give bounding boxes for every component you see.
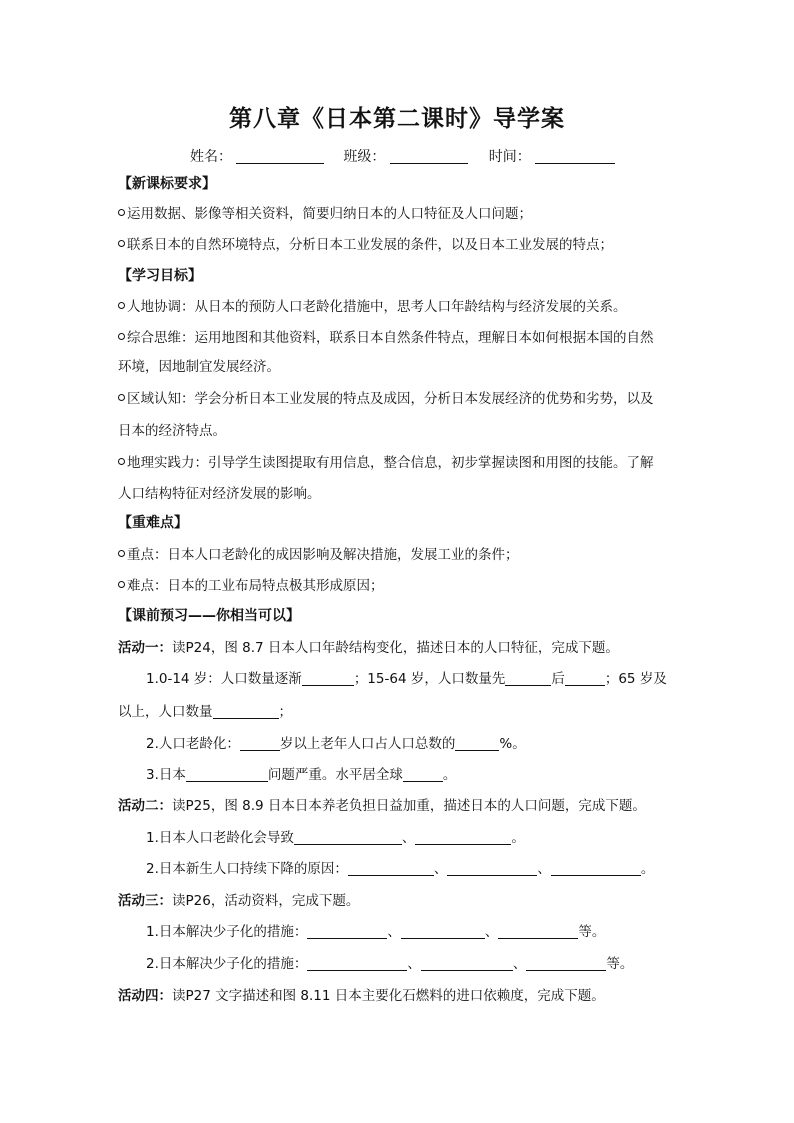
answer-blank[interactable] — [551, 861, 641, 876]
activity-1-q1: 1.0-14 岁：人口数量逐渐 ；15-64 岁，人口数量先 后 ；65 岁及 — [146, 671, 667, 687]
bullet-icon — [118, 240, 125, 247]
activity-3: 活动三：读P26，活动资料，完成下题。 — [118, 893, 360, 909]
bullet-icon — [118, 302, 125, 309]
answer-blank[interactable] — [505, 671, 551, 686]
answer-blank[interactable] — [401, 924, 485, 939]
answer-blank[interactable] — [526, 956, 606, 971]
activity-2: 活动二：读P25，图 8.9 日本日本养老负担日益加重，描述日本的人口问题，完成下题。 — [118, 798, 646, 814]
activity-3-q2: 2.日本解决少子化的措施： 、 、 等。 — [146, 956, 634, 972]
time-blank[interactable] — [535, 149, 615, 164]
activity-4: 活动四：读P27 文字描述和图 8.11 日本主要化石燃料的进口依赖度，完成下题。 — [118, 988, 605, 1004]
answer-blank[interactable] — [447, 861, 537, 876]
section-curriculum: 【新课标要求】 — [118, 176, 216, 192]
bullet-icon — [118, 458, 125, 465]
answer-blank[interactable] — [240, 736, 280, 751]
answer-blank[interactable] — [213, 704, 279, 719]
key-point-item: 难点：日本的工业布局特点极其形成原因； — [118, 577, 384, 595]
time-label: 时间： — [488, 149, 531, 165]
activity-1-q2: 2.人口老龄化： 岁以上老年人口占人口总数的 %。 — [146, 736, 526, 752]
goal-item-continued: 环境，因地制宜发展经济。 — [118, 359, 280, 375]
student-info-row — [190, 146, 615, 166]
name-blank[interactable] — [236, 149, 324, 164]
goal-item: 人地协调：从日本的预防人口老龄化措施中，思考人口年龄结构与经济发展的关系。 — [118, 298, 627, 316]
answer-blank[interactable] — [415, 830, 511, 845]
activity-1-q1-continued: 以上，人口数量 ； — [118, 704, 292, 720]
curriculum-item: 运用数据、影像等相关资料，简要归纳日本的人口特征及人口问题； — [118, 205, 532, 223]
answer-blank[interactable] — [186, 767, 268, 782]
answer-blank[interactable] — [455, 736, 499, 751]
section-key-points: 【重难点】 — [118, 515, 188, 531]
activity-2-q2: 2.日本新生人口持续下降的原因： 、 、 。 — [146, 861, 655, 877]
name-label: 姓名： — [190, 149, 232, 165]
answer-blank[interactable] — [403, 767, 443, 782]
section-goals: 【学习目标】 — [118, 268, 202, 284]
answer-blank[interactable] — [307, 924, 387, 939]
curriculum-item: 联系日本的自然环境特点，分析日本工业发展的条件，以及日本工业发展的特点； — [118, 236, 613, 254]
bullet-icon — [118, 581, 125, 588]
key-point-item: 重点：日本人口老龄化的成因影响及解决措施，发展工业的条件； — [118, 546, 519, 564]
activity-2-q1: 1.日本人口老龄化会导致 、 。 — [146, 830, 525, 846]
goal-item: 综合思维：运用地图和其他资料，联系日本自然条件特点，理解日本如何根据本国的自然 — [118, 329, 654, 347]
goal-item: 区域认知：学会分析日本工业发展的特点及成因，分析日本发展经济的优势和劣势，以及 — [118, 390, 654, 408]
page-title: 第八章《日本第二课时》导学案 — [229, 106, 565, 132]
bullet-icon — [118, 394, 125, 401]
answer-blank[interactable] — [565, 671, 605, 686]
bullet-icon — [118, 550, 125, 557]
class-label: 班级： — [343, 149, 386, 165]
goal-item-continued: 人口结构特征对经济发展的影响。 — [118, 486, 321, 502]
answer-blank[interactable] — [307, 956, 407, 971]
goal-item: 地理实践力：引导学生读图提取有用信息，整合信息，初步掌握读图和用图的技能。了解 — [118, 454, 654, 472]
answer-blank[interactable] — [421, 956, 513, 971]
answer-blank[interactable] — [302, 671, 354, 686]
answer-blank[interactable] — [498, 924, 578, 939]
bullet-icon — [118, 209, 125, 216]
bullet-icon — [118, 333, 125, 340]
activity-3-q1: 1.日本解决少子化的措施： 、 、 等。 — [146, 924, 606, 940]
section-preview: 【课前预习——你相当可以】 — [118, 608, 300, 624]
goal-item-continued: 日本的经济特点。 — [118, 423, 226, 439]
class-blank[interactable] — [390, 149, 468, 164]
activity-1-q3: 3.日本 问题严重。水平居全球 。 — [146, 767, 457, 783]
activity-1: 活动一：读P24，图 8.7 日本人口年龄结构变化，描述日本的人口特征，完成下题。 — [118, 640, 619, 656]
answer-blank[interactable] — [294, 830, 402, 845]
answer-blank[interactable] — [348, 861, 434, 876]
